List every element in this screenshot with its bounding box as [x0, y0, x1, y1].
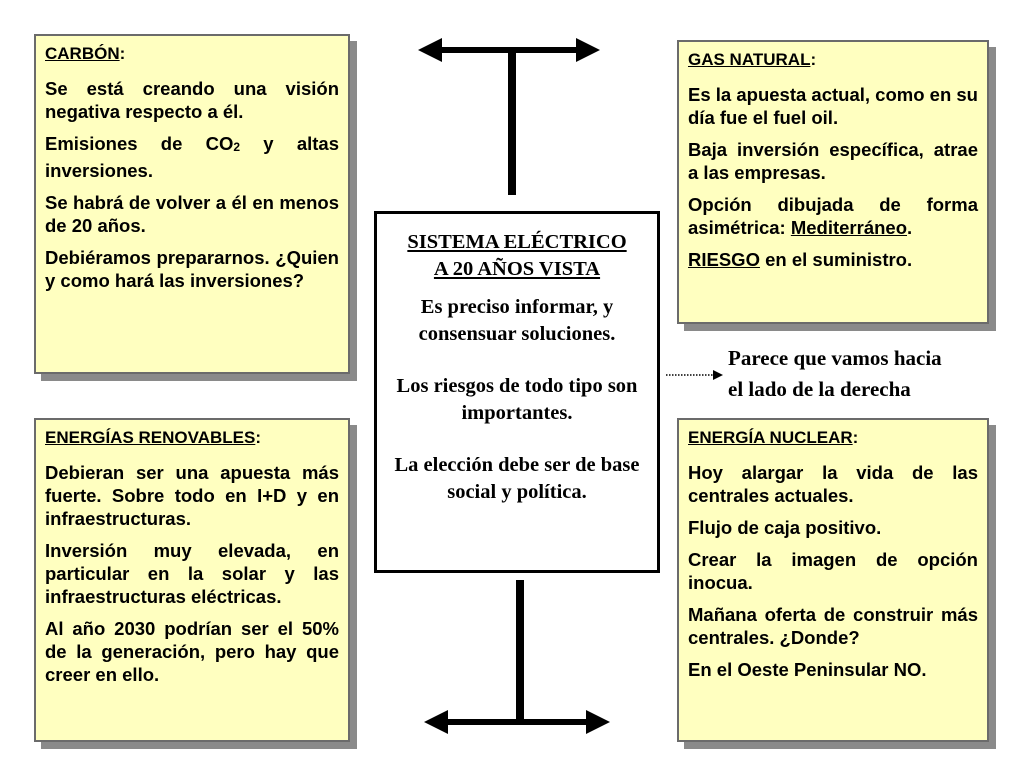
left-arrowhead-top [418, 38, 442, 62]
gas-point-1: Es la apuesta actual, como en su día fue el fuel oil. [688, 84, 978, 128]
right-arrowhead-top [576, 38, 600, 62]
natural-gas-box [677, 40, 989, 324]
coal-box [34, 34, 350, 374]
nuclear-point-2: Flujo de caja positivo. [688, 517, 882, 538]
center-point-1: Es preciso informar, y consensuar soluciones. [418, 296, 616, 345]
gas-title: GAS NATURAL: [688, 50, 817, 69]
renewables-point-1: Debieran ser una apuesta más fuerte. Sobre todo en I+D y en infraestructuras. [45, 462, 339, 529]
center-title: SISTEMA ELÉCTRICO A 20 AÑOS VISTA [407, 231, 627, 280]
coal-point-3: Se habrá de volver a él en menos de 20 años. [45, 192, 339, 236]
right-arrowhead-bottom [586, 710, 610, 734]
nuclear-point-4: Mañana oferta de construir más centrales. ¿Donde? [688, 604, 978, 648]
coal-point-4: Debiéramos prepararnos. ¿Quien y como hará las inversiones? [45, 247, 339, 291]
nuclear-point-3: Crear la imagen de opción inocua. [688, 549, 978, 593]
renewables-title: ENERGÍAS RENOVABLES: [45, 428, 261, 447]
nuclear-title: ENERGÍA NUCLEAR: [688, 428, 859, 447]
top-t-arrow [418, 38, 600, 195]
nuclear-box [677, 418, 989, 742]
renewables-point-3: Al año 2030 podrían ser el 50% de la generación, pero hay que creer en ello. [45, 618, 339, 685]
bottom-t-arrow [424, 580, 610, 734]
dotted-arrow [666, 370, 723, 380]
side-note: Parece que vamos hacia el lado de la derecha [728, 346, 942, 401]
coal-title: CARBÓN: [45, 44, 126, 63]
coal-point-2: Emisiones de $CO_2$ y altas inversiones. [45, 133, 339, 181]
center-point-2: Los riesgos de todo tipo son importantes. [396, 375, 638, 424]
nuclear-point-5: En el Oeste Peninsular NO. [688, 659, 927, 680]
electric-system-center-box [374, 211, 660, 573]
gas-point-3: Opción dibujada de forma asimétrica: Mediterráneo. [688, 194, 978, 238]
left-arrowhead-bottom [424, 710, 448, 734]
coal-point-1: Se está creando una visión negativa respecto a él. [45, 78, 339, 122]
gas-point-4: RIESGO en el suministro. [688, 249, 913, 270]
gas-point-2: Baja inversión específica, atrae a las empresas. [688, 139, 978, 183]
renewables-box [34, 418, 350, 742]
center-point-3: La elección debe ser de base social y política. [394, 454, 640, 503]
renewables-point-2: Inversión muy elevada, en particular en la solar y las infraestructuras eléctricas. [45, 540, 339, 607]
nuclear-point-1: Hoy alargar la vida de las centrales actuales. [688, 462, 978, 506]
